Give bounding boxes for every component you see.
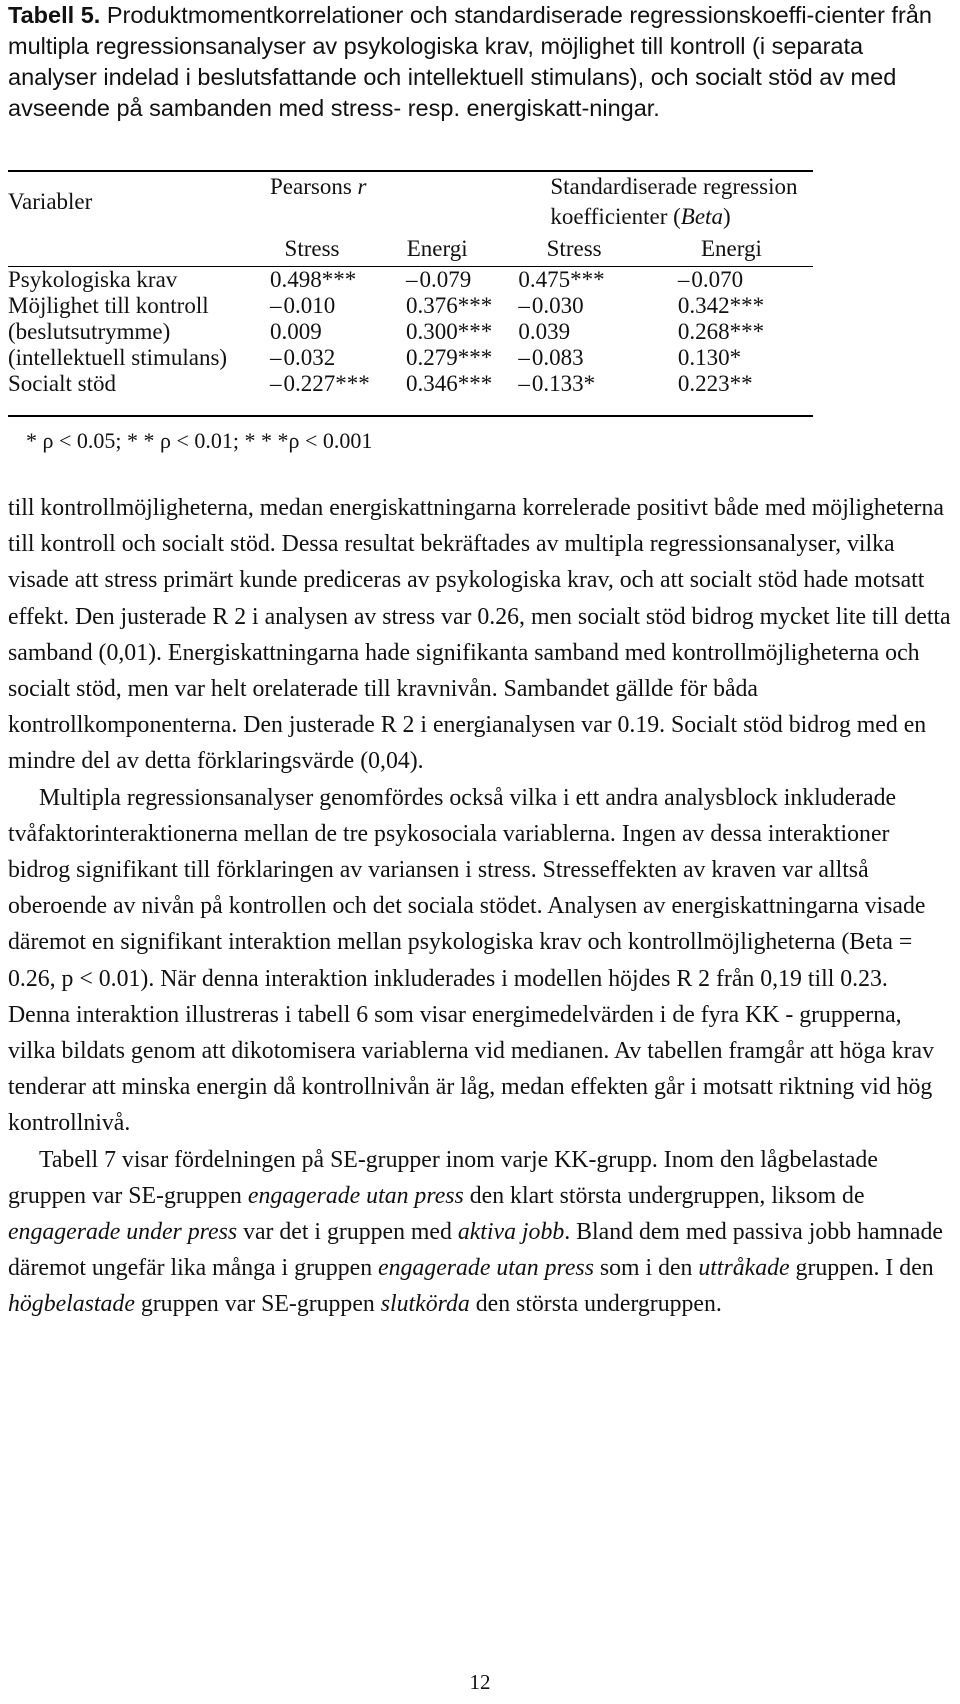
pearson-label: Pearsons r bbox=[270, 174, 367, 199]
table-caption bbox=[8, 0, 952, 124]
caption-text: Produktmomentkorrelationer och standardiserade regressionskoeffi-cienter från multipla regressionsanalyser av psykologiska krav, möjlighet till kontroll (i separata analyser indelad i beslutsfattande och intellektuell stimulans), och socialt stöd av med avseende på sambanden med stress- resp. energiskatt-ningar. bbox=[8, 2, 932, 121]
paragraph-2: Multipla regressionsanalyser genomfördes också vilka i ett andra analysblock inkluderade tvåfaktorinteraktionerna mellan de tre psykosociala variablerna. Ingen av dessa interaktioner bidrog signifikant till förklaringen av variansen i stress. Stresseffekten av kraven var alltså oberoende av nivån på kontrollen och det sociala stödet. Analysen av energiskattningarna visade däremot en signifikant interaktion mellan psykologiska krav och kontrollmöjligheterna (Beta = 0.26, p < 0.01). När denna interaktion inkluderades i modellen höjdes R 2 från 0,19 till 0.23. Denna interaktion illustreras i tabell 6 som visar energimedelvärden i de fyra KK - grupperna, vilka bildats genom att dikotomisera variablerna vid medianen. Av tabellen framgår att höga krav tenderar att minska energin då kontrollnivån är låg, medan effekten går i motsatt riktning vid hög kontrollnivå. bbox=[8, 784, 935, 1137]
table-cell: 0.223** bbox=[677, 371, 753, 396]
table-cell: – 0.032 bbox=[248, 345, 376, 371]
table-cell: – 0.079 bbox=[376, 267, 498, 294]
body-text bbox=[8, 490, 952, 1323]
column-header-pearson bbox=[248, 171, 498, 202]
column-header-beta-line1: Standardiserade regression bbox=[550, 174, 798, 199]
row-label: Psykologiska krav bbox=[8, 267, 178, 292]
table-row bbox=[8, 345, 813, 371]
sub-header-stress-beta: Stress bbox=[546, 236, 602, 261]
table-footnote: * ρ < 0.05; * * ρ < 0.01; * * *ρ < 0.001 bbox=[26, 428, 373, 453]
sub-header-stress-pearson: Stress bbox=[284, 236, 340, 261]
table-cell: – 0.227*** bbox=[248, 371, 376, 416]
table-row bbox=[8, 267, 813, 294]
table-row bbox=[8, 371, 813, 416]
column-header-variables: Variabler bbox=[8, 189, 93, 214]
table-cell: – 0.133* bbox=[498, 371, 650, 416]
sub-header-energi-beta: Energi bbox=[701, 236, 762, 261]
table-cell: 0.498*** bbox=[270, 267, 357, 292]
table-cell: 0.268*** bbox=[677, 319, 765, 344]
table-row bbox=[8, 319, 813, 345]
table-cell: 0.300*** bbox=[406, 319, 493, 344]
table-cell: – 0.083 bbox=[498, 345, 650, 371]
table-cell: 0.342*** bbox=[677, 293, 765, 318]
page-number: 12 bbox=[469, 1670, 491, 1694]
paragraph-3: Tabell 7 visar fördelningen på SE-grupper inom varje KK-grupp. Inom den lågbelastade gruppen var SE-gruppen engagerade utan press den klart största undergruppen, liksom de engagerade under press var det i gruppen med aktiva jobb. Bland dem med passiva jobb hamnade däremot ungefär lika många i gruppen engagerade utan press som i den uttråkade gruppen. I den högbelastade gruppen var SE-gruppen slutkörda den största undergruppen. bbox=[8, 1146, 943, 1318]
row-label: (intellektuell stimulans) bbox=[8, 345, 228, 370]
sub-header-energi-pearson: Energi bbox=[406, 236, 468, 261]
table-cell: 0.376*** bbox=[406, 293, 493, 318]
table-cell: 0.039 bbox=[518, 319, 571, 344]
table-cell: 0.346*** bbox=[406, 371, 493, 396]
table-cell: 0.130* bbox=[677, 345, 742, 370]
row-label: Socialt stöd bbox=[8, 371, 116, 396]
row-label: (beslutsutrymme) bbox=[8, 319, 171, 344]
table-cell: – 0.010 bbox=[248, 293, 376, 319]
table-cell: 0.279*** bbox=[406, 345, 493, 370]
table-row bbox=[8, 293, 813, 319]
column-header-beta-line2: koefficienter (Beta) bbox=[550, 204, 731, 229]
table-cell: – 0.070 bbox=[650, 267, 813, 294]
table-cell: 0.475*** bbox=[518, 267, 605, 292]
results-table bbox=[8, 170, 813, 417]
table-cell: – 0.030 bbox=[498, 293, 650, 319]
row-label: Möjlighet till kontroll bbox=[8, 293, 209, 318]
table-cell: 0.009 bbox=[270, 319, 322, 344]
paragraph-1: till kontrollmöjligheterna, medan energiskattningarna korrelerade positivt både med möjligheterna till kontroll och socialt stöd. Dessa resultat bekräftades av multipla regressionsanalyser, vilka visade att stress primärt kunde prediceras av psykologiska krav, och att socialt stöd hade motsatt effekt. Den justerade R 2 i analysen av stress var 0.26, men socialt stöd bidrog mycket lite till detta samband (0,01). Energiskattningarna hade signifikanta samband med kontrollmöjligheterna och socialt stöd, men var helt orelaterade till kravnivån. Sambandet gällde för båda kontrollkomponenterna. Den justerade R 2 i energianalysen var 0.19. Socialt stöd bidrog med en mindre del av detta förklaringsvärde (0,04). bbox=[8, 495, 951, 775]
caption-lead: Tabell 5. bbox=[8, 2, 101, 28]
